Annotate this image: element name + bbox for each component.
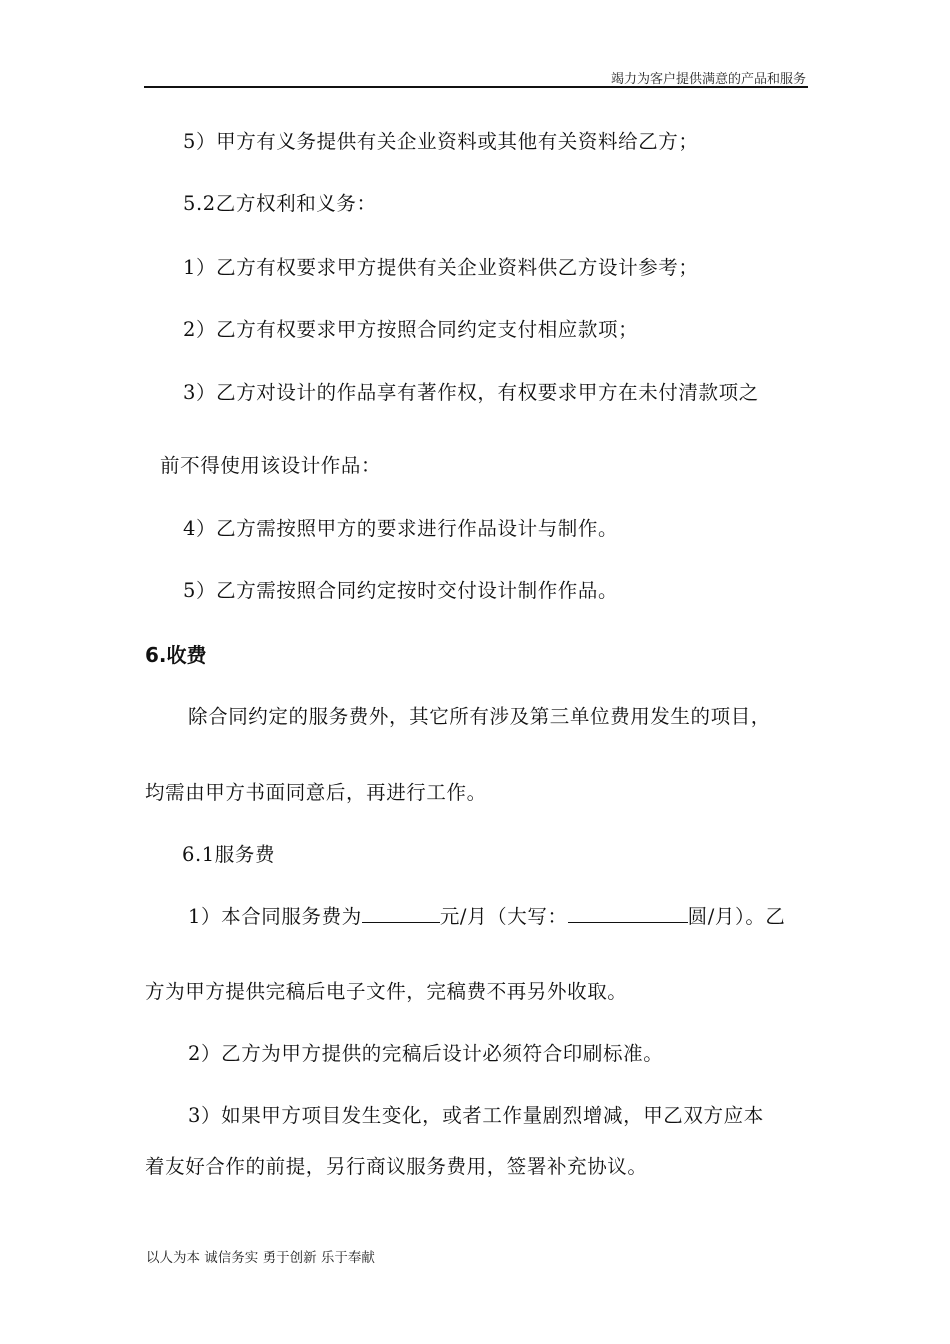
- fee-text-mid: 元/月（大写：: [439, 905, 568, 928]
- footer-motto: 以人为本 诚信务实 勇于创新 乐于奉献: [146, 1250, 375, 1266]
- clause-5-2-item-1: 1）乙方有权要求甲方提供有关企业资料供乙方设计参考；: [183, 256, 699, 279]
- clause-5-2-item-3-line-1: 3）乙方对设计的作品享有著作权，有权要求甲方在未付清款项之: [183, 381, 759, 404]
- clause-5-2-item-5: 5）乙方需按照合同约定按时交付设计制作作品。: [183, 579, 619, 602]
- header-divider: [144, 86, 808, 88]
- clause-5-2-item-3-line-2: 前不得使用该设计作品：: [160, 454, 382, 477]
- clause-6-1-item-3-line-1: 3）如果甲方项目发生变化，或者工作量剧烈增减，甲乙双方应本: [188, 1104, 764, 1127]
- clause-5-2-item-4: 4）乙方需按照甲方的要求进行作品设计与制作。: [183, 517, 619, 540]
- fee-text-prefix: 1）本合同服务费为: [188, 905, 362, 928]
- section-6-heading: 6.收费: [145, 643, 207, 667]
- clause-5-2-title: 5.2乙方权利和义务：: [183, 192, 377, 215]
- clause-6-1-item-1-line-2: 方为甲方提供完稿后电子文件，完稿费不再另外收取。: [145, 980, 628, 1003]
- section-6-intro-line-1: 除合同约定的服务费外，其它所有涉及第三单位费用发生的项目，: [188, 705, 771, 728]
- fee-amount-blank: [362, 904, 440, 923]
- clause-6-1-title: 6.1服务费: [182, 843, 276, 866]
- header-slogan: 竭力为客户提供满意的产品和服务: [610, 72, 806, 87]
- fee-amount-words-blank: [568, 904, 688, 923]
- clause-6-1-item-1-line-1: [188, 904, 786, 929]
- clause-6-1-item-3-line-2: 着友好合作的前提，另行商议服务费用，签署补充协议。: [145, 1155, 648, 1178]
- fee-text-suffix: 圆/月）。乙: [687, 905, 786, 928]
- clause-5-1-item-5: 5）甲方有义务提供有关企业资料或其他有关资料给乙方；: [183, 130, 699, 153]
- section-6-intro-line-2: 均需由甲方书面同意后，再进行工作。: [145, 781, 487, 804]
- clause-5-2-item-2: 2）乙方有权要求甲方按照合同约定支付相应款项；: [183, 318, 639, 341]
- clause-6-1-item-2: 2）乙方为甲方提供的完稿后设计必须符合印刷标准。: [188, 1042, 664, 1065]
